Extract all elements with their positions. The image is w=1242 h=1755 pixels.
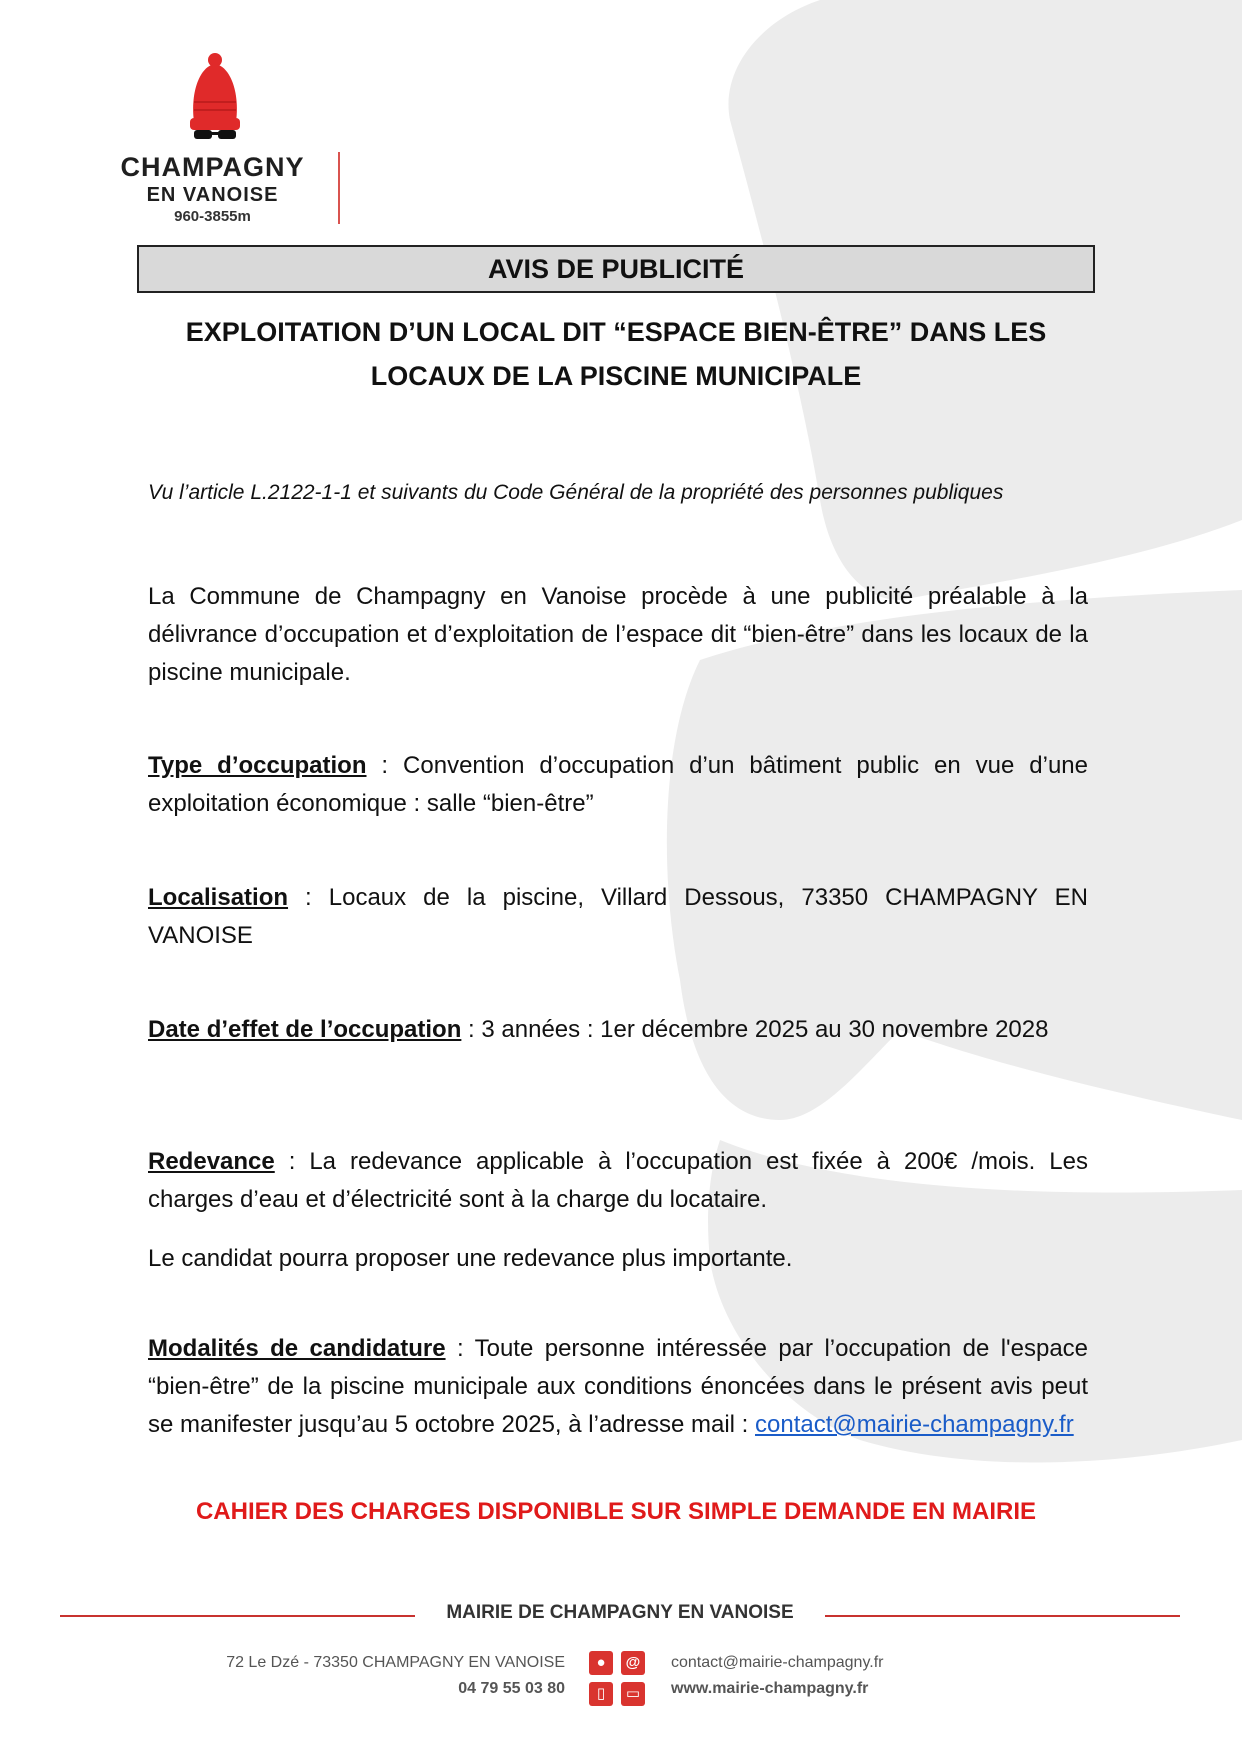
logo-line1: CHAMPAGNY bbox=[120, 152, 305, 182]
redevance-extra: Le candidat pourra proposer une redevance plus importante. bbox=[148, 1245, 793, 1272]
localisation-text: Locaux de la piscine, Villard Dessous, 73350 CHAMPAGNY EN VANOISE bbox=[148, 884, 1088, 949]
at-icon: @ bbox=[621, 1651, 645, 1675]
footer-title: MAIRIE DE CHAMPAGNY EN VANOISE bbox=[446, 1602, 794, 1623]
type-text: Convention d’occupation d’un bâtiment public en vue d’une exploitation économique : salle “bien-être” bbox=[148, 752, 1089, 817]
footer-address: 72 Le Dzé - 73350 CHAMPAGNY EN VANOISE bbox=[226, 1654, 565, 1671]
footer-email[interactable]: contact@mairie-champagny.fr bbox=[671, 1654, 884, 1671]
footer-divider-left bbox=[60, 1615, 415, 1617]
location-icon: ● bbox=[589, 1651, 613, 1675]
champagny-logo bbox=[110, 52, 350, 232]
date-text: 3 années : 1er décembre 2025 au 30 novembre 2028 bbox=[481, 1016, 1049, 1043]
redevance-text: La redevance applicable à l’occupation est fixée à 200€ /mois. Les charges d’eau et d’électricité sont à la charge du locataire. bbox=[148, 1148, 1088, 1213]
logo-line2: EN VANOISE bbox=[146, 184, 279, 206]
subtitle-line-2: LOCAUX DE LA PISCINE MUNICIPALE bbox=[370, 361, 862, 391]
logo-altitude: 960-3855m bbox=[174, 208, 251, 225]
modalites-label: Modalités de candidature bbox=[148, 1335, 446, 1362]
modalites-text: Toute personne intéressée par l’occupation de l'espace “bien-être” de la piscine municipale aux conditions énoncées dans le présent avis peut se manifester jusqu’au 5 octobre 2025, à l’adresse mail : bbox=[148, 1335, 1089, 1438]
section-localisation: Localisation : Locaux de la piscine, Villard Dessous, 73350 CHAMPAGNY EN VANOISE bbox=[148, 884, 1088, 949]
legal-citation: Vu l’article L.2122-1-1 et suivants du Code Général de la propriété des personnes publiques bbox=[148, 481, 1004, 504]
footer-phone: 04 79 55 03 80 bbox=[458, 1680, 565, 1697]
logo-divider bbox=[338, 152, 340, 224]
section-type: Type d’occupation : Convention d’occupation d’un bâtiment public en vue d’une exploitation économique : salle “bien-être” bbox=[148, 752, 1089, 817]
page-subtitle bbox=[137, 310, 1095, 398]
section-modalites: Modalités de candidature : Toute personne intéressée par l’occupation de l'espace “bien-être” de la piscine municipale aux conditions énoncées dans le présent avis peut se manifester jusqu’au 5 octobre 2025, à l’adresse mail : contact@mairie-champagny.fr bbox=[148, 1335, 1089, 1438]
contact-email-link[interactable]: contact@mairie-champagny.fr bbox=[755, 1411, 1074, 1438]
section-date: Date d’effet de l’occupation : 3 années : 1er décembre 2025 au 30 novembre 2028 bbox=[148, 1016, 1049, 1043]
date-label: Date d’effet de l’occupation bbox=[148, 1016, 462, 1043]
redevance-label: Redevance bbox=[148, 1148, 275, 1175]
intro-paragraph: La Commune de Champagny en Vanoise procède à une publicité préalable à la délivrance d’occupation et d’exploitation de l’espace dit “bien-être” dans les locaux de la piscine municipale. bbox=[148, 583, 1088, 686]
type-label: Type d’occupation bbox=[148, 752, 367, 779]
page-title-box bbox=[137, 245, 1095, 293]
phone-icon: ▯ bbox=[589, 1682, 613, 1706]
notice-banner: CAHIER DES CHARGES DISPONIBLE SUR SIMPLE DEMANDE EN MAIRIE bbox=[195, 1498, 1037, 1525]
section-redevance: Redevance : La redevance applicable à l’occupation est fixée à 200€ /mois. Les charges d’eau et d’électricité sont à la charge du locataire. bbox=[148, 1148, 1088, 1213]
page-title: AVIS DE PUBLICITÉ bbox=[487, 254, 745, 284]
subtitle-line-1: EXPLOITATION D’UN LOCAL DIT “ESPACE BIEN-ÊTRE” DANS LES bbox=[185, 317, 1047, 347]
mascot-hat-icon bbox=[180, 52, 250, 148]
computer-icon: ▭ bbox=[621, 1682, 645, 1706]
footer-divider-right bbox=[825, 1615, 1180, 1617]
footer-website[interactable]: www.mairie-champagny.fr bbox=[671, 1680, 869, 1697]
localisation-label: Localisation bbox=[148, 884, 289, 911]
